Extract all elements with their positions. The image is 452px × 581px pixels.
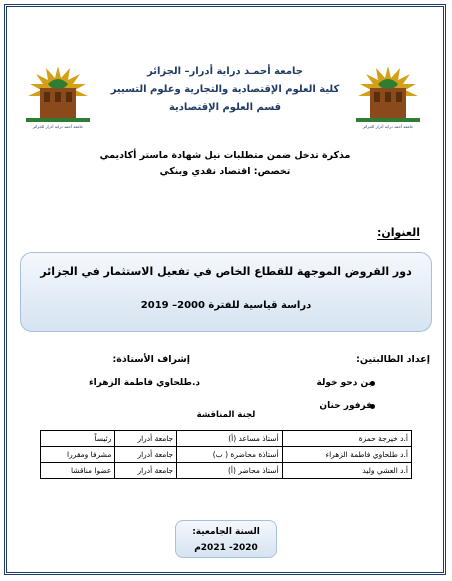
member-institution: جامعة أدرار: [115, 463, 177, 479]
member-role: مشرفا ومقررا: [41, 447, 115, 463]
table-row: [41, 463, 412, 479]
member-rank: أستاذة محاضرة ( ب): [177, 447, 282, 463]
academic-year-label: السنة الجامعية:: [192, 527, 260, 537]
member-role: رئيساً: [41, 431, 115, 447]
student-name-1: بن دحو خولة: [316, 378, 372, 388]
title-label: [300, 226, 420, 239]
member-rank: أستاذ مساعد (أ): [177, 431, 282, 447]
member-name: أ.د طلحاوي فاطمة الزهراء: [282, 447, 411, 463]
students-heading: إعداد الطالبتين:: [356, 354, 430, 365]
member-institution: جامعة أدرار: [115, 447, 177, 463]
member-role: عضوا مناقشا: [41, 463, 115, 479]
university-logo-right: [348, 64, 428, 134]
member-institution: جامعة أدرار: [115, 431, 177, 447]
supervisor-heading: إشراف الأستاذة:: [112, 354, 190, 365]
thesis-title: دور القروض الموجهة للقطاع الخاص في تفعيل الاستثمار في الجزائر: [40, 265, 412, 278]
table-row: [41, 447, 412, 463]
university-logo-left: [18, 64, 98, 134]
logo-caption-left: جامعة أحمد دراية أدرار الجزائر: [32, 124, 84, 129]
student-name-2: فرفور حنان: [319, 401, 372, 411]
academic-year-value: 2020- 2021م: [194, 543, 258, 553]
university-emblem-icon: [348, 64, 428, 126]
faculty-name: كلية العلوم الإقتصادية والتجارية وعلوم التسيير: [110, 84, 340, 95]
memo-specialty: تخصص: اقتصاد نقدي وبنكي: [159, 166, 291, 177]
title-label-text: العنوان:: [376, 226, 420, 239]
member-name: أ.د العشي وليد: [282, 463, 411, 479]
university-name: جامعة أحمـد دراية أدرار– الجزائر: [147, 66, 303, 77]
member-rank: أستاذ محاضر (أ): [177, 463, 282, 479]
committee-table: [40, 430, 412, 479]
table-row: [41, 431, 412, 447]
member-name: أ.د خيرجة حمزة: [282, 431, 411, 447]
committee-heading: لجنة المناقشة: [196, 410, 256, 420]
department-name: قسم العلوم الإقتصادية: [168, 102, 282, 113]
title-box: [20, 252, 432, 332]
university-emblem-icon: [18, 64, 98, 126]
logo-caption-right: جامعة أحمد دراية أدرار الجزائر: [362, 124, 414, 129]
thesis-subtitle: دراسة قياسية للفترة 2000– 2019: [140, 300, 312, 311]
supervisor-name: د.طلحاوي فاطمة الزهراء: [89, 378, 200, 388]
memo-purpose: مذكرة تدخل ضمن متطلبات نيل شهادة ماستر أكاديمي: [99, 150, 351, 161]
